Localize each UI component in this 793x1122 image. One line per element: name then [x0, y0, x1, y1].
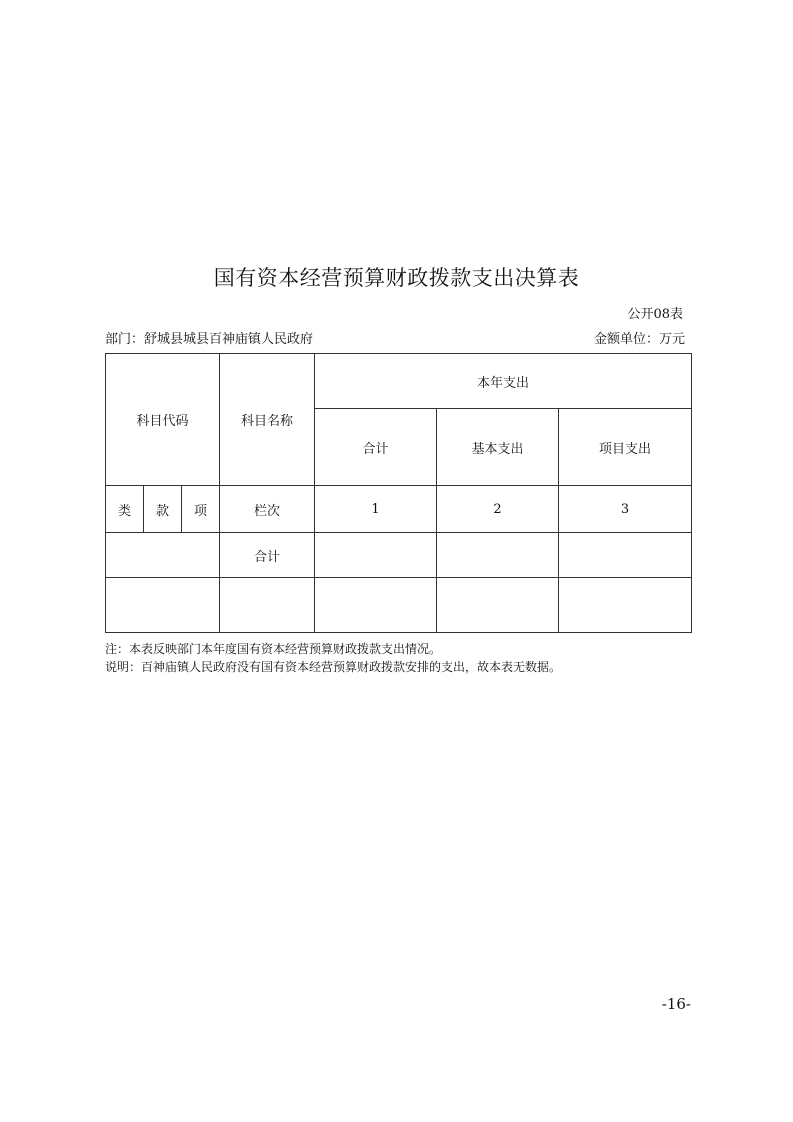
notes-block [105, 640, 561, 676]
empty-row-name-cell [220, 578, 315, 633]
total-row-basic-cell [437, 533, 559, 578]
column-index-3: 3 [559, 486, 692, 533]
column-index-1: 1 [315, 486, 437, 533]
total-row-project-cell [559, 533, 692, 578]
header-subject-name: 科目名称 [220, 354, 315, 486]
column-index-2: 2 [437, 486, 559, 533]
department-label: 部门：舒城县城县百神庙镇人民政府 [105, 332, 314, 347]
amount-unit-label: 金额单位：万元 [593, 332, 685, 347]
total-row-code-cell [106, 533, 220, 578]
total-row [106, 533, 692, 578]
header-row-1 [106, 354, 692, 409]
empty-row-basic-cell [437, 578, 559, 633]
total-row-total-cell [315, 533, 437, 578]
empty-row-code-cell [106, 578, 220, 633]
empty-row-total-cell [315, 578, 437, 633]
header-basic-expenditure: 基本支出 [437, 409, 559, 486]
expenditure-table [105, 353, 692, 633]
empty-row-project-cell [559, 578, 692, 633]
row-index-label: 栏次 [220, 486, 315, 533]
header-project-expenditure: 项目支出 [559, 409, 692, 486]
header-subject-code: 科目代码 [106, 354, 220, 486]
table-note: 注：本表反映部门本年度国有资本经营预算财政拨款支出情况。 [105, 642, 442, 656]
table-explanation: 说明：百神庙镇人民政府没有国有资本经营预算财政拨款安排的支出，故本表无数据。 [105, 660, 562, 674]
header-total: 合计 [315, 409, 437, 486]
sub-header-section: 款 [144, 486, 182, 533]
empty-data-row [106, 578, 692, 633]
page-title: 国有资本经营预算财政拨款支出决算表 [213, 266, 580, 290]
form-number: 公开08表 [627, 307, 683, 322]
sub-header-category: 类 [106, 486, 144, 533]
total-row-label: 合计 [220, 533, 315, 578]
index-row [106, 486, 692, 533]
page-number: -16- [661, 995, 691, 1013]
header-current-year-expenditure: 本年支出 [315, 354, 692, 409]
sub-header-item: 项 [182, 486, 220, 533]
